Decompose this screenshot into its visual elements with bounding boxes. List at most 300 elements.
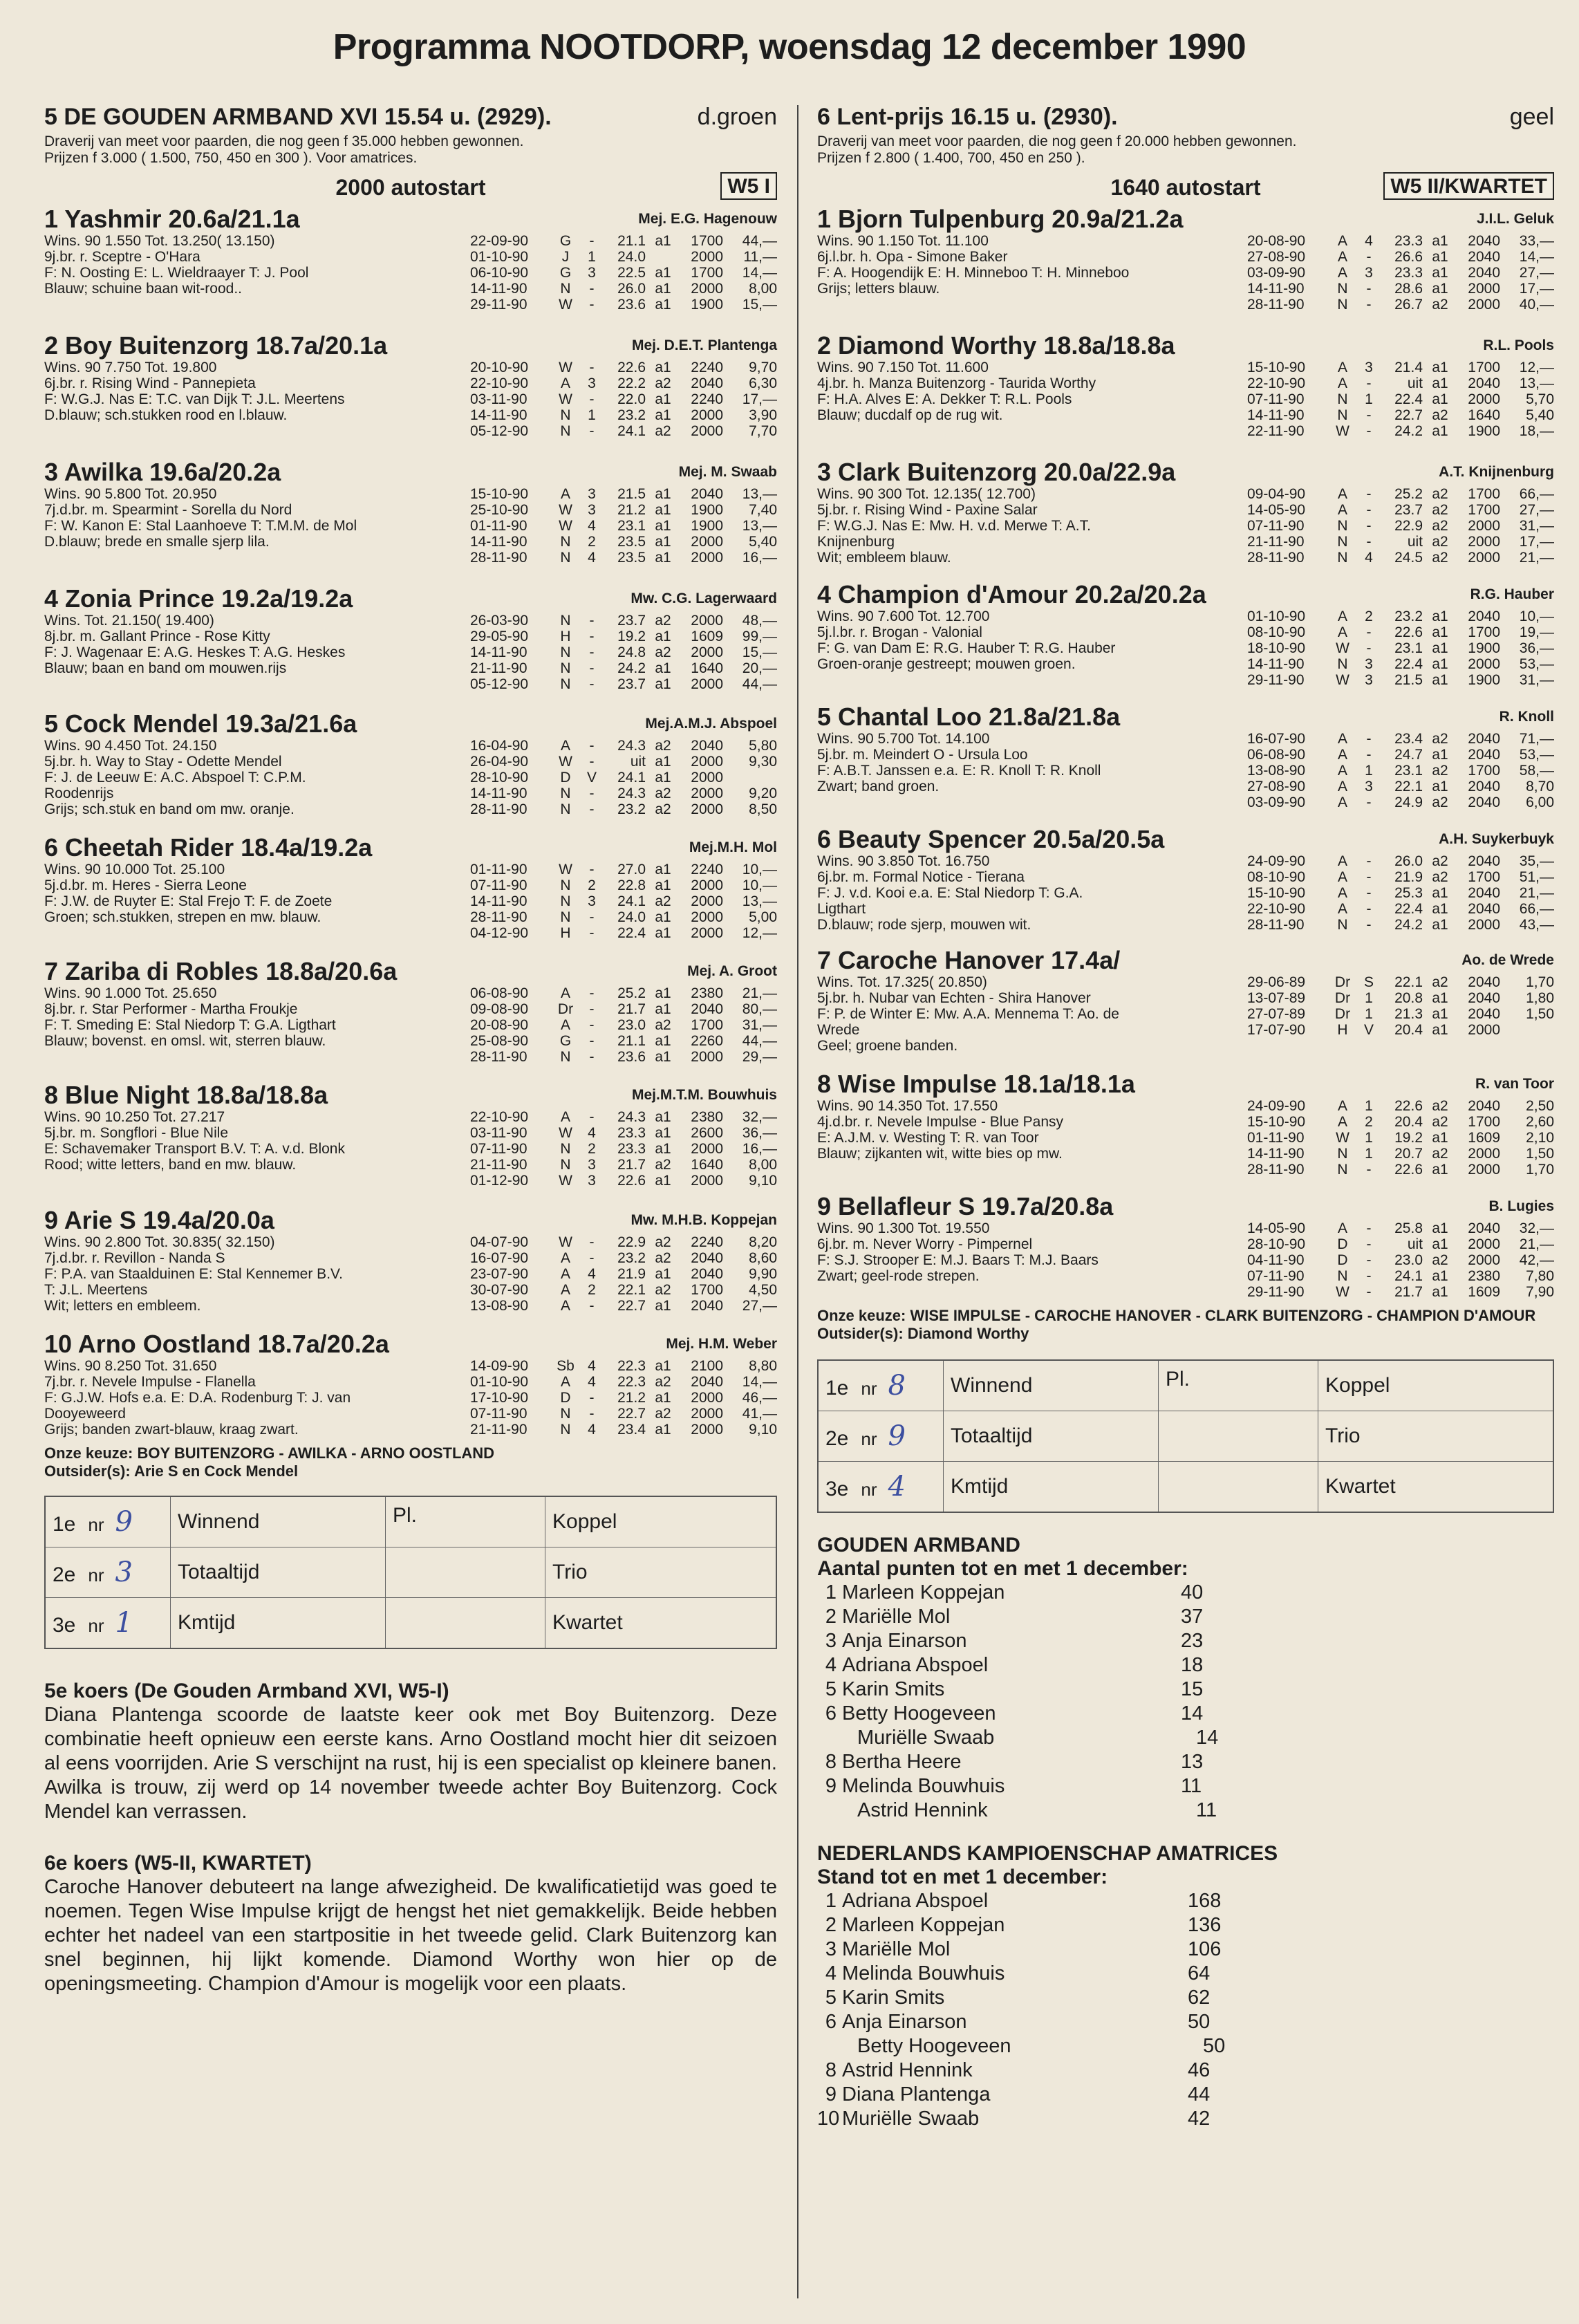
horse-info-line: Rood; witte letters, band en mw. blauw. — [44, 1157, 297, 1173]
result-cell: W — [559, 391, 572, 407]
result-cell: 32,— — [1519, 1220, 1554, 1236]
result-cell: 8,00 — [749, 281, 777, 297]
result-cell: A — [1337, 794, 1347, 810]
result-cell: 21-11-90 — [470, 660, 527, 676]
horse-info-line: Wins. 90 1.150 Tot. 11.100 — [817, 233, 989, 249]
horse-info-line: Grijs; sch.stuk en band om mw. oranje. — [44, 801, 295, 817]
result-row — [470, 1157, 777, 1173]
result-cell: 13-07-89 — [1247, 990, 1306, 1006]
horse-info-line: 5j.br. h. Nubar van Echten - Shira Hanover — [817, 990, 1091, 1006]
result-cell: - — [589, 1250, 595, 1266]
horse-results — [1247, 486, 1554, 566]
result-cell — [1500, 1022, 1554, 1038]
result-cell: 2100 — [691, 1358, 723, 1374]
result-cell: 19,— — [1519, 624, 1554, 640]
standing-row — [817, 1605, 1554, 1629]
result-cell: A — [1337, 1220, 1347, 1236]
result-cell: 1900 — [691, 518, 723, 534]
result-cell: 2000 — [1468, 1236, 1500, 1252]
horse-info-line: Knijnenburg — [817, 534, 895, 550]
result-cell: 13,— — [742, 893, 777, 909]
result-cell: 2040 — [1468, 901, 1500, 917]
horse-details — [44, 233, 777, 313]
result-cell: 8,70 — [1526, 779, 1554, 794]
result-row — [1247, 869, 1554, 885]
result-cell: A — [1337, 731, 1347, 747]
race-6-horse-list — [817, 205, 1554, 1300]
horse-entry — [817, 458, 1554, 566]
result-cell: a1 — [1432, 917, 1448, 933]
result-cell: 23.2 — [617, 801, 646, 817]
standing-points: 46 — [1188, 2059, 1211, 2081]
result-cell: 23.6 — [617, 297, 646, 313]
result-cell: 24.9 — [1394, 794, 1423, 810]
result-cell: 29-11-90 — [1247, 672, 1305, 688]
horse-name: 9 Bellafleur S 19.7a/20.8a — [817, 1192, 1114, 1220]
result-cell: 05-12-90 — [470, 676, 529, 692]
horse-details — [817, 233, 1554, 313]
horse-info-line: Ligthart — [817, 901, 866, 917]
result-cell: a1 — [1432, 1284, 1448, 1300]
race-5-start-type: 2000 autostart — [335, 175, 486, 200]
result-cell: N — [560, 676, 571, 692]
result-row — [1247, 1236, 1554, 1252]
result-cell: 9,10 — [749, 1422, 777, 1438]
result-cell: N — [1337, 297, 1348, 313]
result-row — [1247, 1268, 1554, 1284]
result-cell: 28-11-90 — [1247, 917, 1305, 933]
bet-combo: Trio — [1318, 1411, 1554, 1462]
result-cell: 25.8 — [1394, 1220, 1423, 1236]
horse-info-line: F: W.G.J. Nas E: Mw. H. v.d. Merwe T: A.T. — [817, 518, 1091, 534]
result-cell: 44,— — [742, 676, 777, 692]
result-cell: 1700 — [1468, 502, 1500, 518]
horse-info-line: F: A. Hoogendijk E: H. Minneboo T: H. Minneboo — [817, 265, 1130, 281]
result-cell: 9,10 — [749, 1173, 777, 1189]
horse-entry — [817, 581, 1554, 688]
result-cell: a1 — [1432, 608, 1448, 624]
result-cell: 4 — [588, 518, 596, 534]
result-cell: 2380 — [691, 985, 723, 1001]
result-cell: a1 — [1432, 1268, 1448, 1284]
result-cell: 2000 — [691, 1406, 723, 1422]
result-cell: 1700 — [1468, 624, 1500, 640]
result-cell: 22.6 — [1394, 1162, 1423, 1178]
horse-info-line: Wit; letters en embleem. — [44, 1298, 201, 1314]
result-cell: 4 — [588, 1266, 596, 1282]
result-cell: A — [560, 486, 570, 502]
result-cell: A — [1337, 853, 1347, 869]
horse-name: 7 Zariba di Robles 18.8a/20.6a — [44, 957, 398, 985]
result-row — [1247, 974, 1554, 990]
result-cell: 09-04-90 — [1247, 486, 1306, 502]
result-cell: 3 — [1365, 360, 1373, 375]
result-cell: a1 — [655, 676, 671, 692]
result-cell: W — [559, 297, 572, 313]
result-cell: 07-11-90 — [1247, 1268, 1305, 1284]
result-row — [1247, 281, 1554, 297]
result-row — [470, 534, 777, 550]
standing-rank: 9 — [825, 2083, 837, 2105]
result-row — [470, 644, 777, 660]
result-cell: 06-08-90 — [470, 985, 529, 1001]
result-cell: 21,— — [1519, 885, 1554, 901]
horse-info-line: 7j.d.br. m. Spearmint - Sorella du Nord — [44, 502, 292, 518]
horse-info-line: Groen-oranje gestreept; mouwen groen. — [817, 656, 1076, 672]
result-cell: 2240 — [691, 1234, 723, 1250]
result-cell: - — [589, 738, 595, 754]
result-cell: a1 — [655, 770, 671, 785]
horse-info-line: F: H.A. Alves E: A. Dekker T: R.L. Pools — [817, 391, 1072, 407]
nk-list — [817, 1889, 1554, 2131]
result-cell: 21-11-90 — [470, 1422, 527, 1438]
horse-info-line: Wins. 90 7.150 Tot. 11.600 — [817, 360, 989, 375]
result-cell: 3 — [1365, 672, 1373, 688]
result-cell: 24.2 — [1394, 423, 1423, 439]
result-cell: uit — [630, 754, 646, 770]
horse-details — [817, 360, 1554, 439]
horse-name: 3 Clark Buitenzorg 20.0a/22.9a — [817, 458, 1176, 486]
result-cell: - — [1366, 518, 1372, 534]
horse-info-line: Grijs; banden zwart-blauw, kraag zwart. — [44, 1422, 299, 1438]
standing-name: Anja Einarson — [842, 2011, 967, 2033]
standing-rank: 8 — [825, 2059, 837, 2081]
horse-info-line: F: J. Wagenaar E: A.G. Heskes T: A.G. Heskes — [44, 644, 346, 660]
result-row — [1247, 1146, 1554, 1162]
result-cell: a1 — [1432, 281, 1448, 297]
result-row — [470, 1390, 777, 1406]
horse-results — [1247, 233, 1554, 313]
race-6-conditions: Draverij van meet voor paarden, die nog geen f 20.000 hebben gewonnen. — [817, 133, 1297, 149]
result-cell: 1900 — [691, 297, 723, 313]
horse-entry — [44, 710, 777, 817]
result-cell: 36,— — [742, 1125, 777, 1141]
horse-info — [817, 853, 1204, 933]
result-cell: 5,70 — [1526, 391, 1554, 407]
result-row — [1247, 608, 1554, 624]
result-cell: 5,00 — [749, 909, 777, 925]
result-cell: 8,80 — [749, 1358, 777, 1374]
handwritten-number: 9 — [888, 1420, 906, 1452]
result-cell: 24.3 — [617, 738, 646, 754]
result-cell: N — [560, 613, 571, 629]
result-cell: 2000 — [691, 676, 723, 692]
result-row — [470, 233, 777, 249]
standing-name: Astrid Hennink — [857, 1799, 988, 1821]
standing-rank: 6 — [825, 2011, 837, 2033]
result-cell: A — [560, 1298, 570, 1314]
result-cell: 21.7 — [617, 1001, 646, 1017]
result-cell: 2000 — [1468, 917, 1500, 933]
horse-details — [817, 974, 1554, 1054]
result-cell: - — [589, 297, 595, 313]
horse-driver: Mej.M.T.M. Bouwhuis — [632, 1087, 777, 1103]
result-cell: 13,— — [742, 518, 777, 534]
result-cell: a1 — [1432, 1162, 1448, 1178]
result-cell: 17,— — [742, 391, 777, 407]
horse-details — [44, 1234, 777, 1314]
race-5-class-badge: W5 I — [720, 172, 777, 200]
result-cell: A — [560, 1282, 570, 1298]
result-cell: 28-11-90 — [470, 1049, 527, 1065]
race-5-outsiders: Outsider(s): Arie S en Cock Mendel — [44, 1462, 299, 1480]
result-cell: 40,— — [1519, 297, 1554, 313]
result-row — [470, 925, 777, 941]
result-cell: - — [1366, 794, 1372, 810]
standing-points: 106 — [1188, 1938, 1222, 1960]
result-cell: a1 — [1432, 423, 1448, 439]
result-cell: - — [1366, 917, 1372, 933]
horse-info-line: Blauw; baan en band om mouwen.rijs — [44, 660, 287, 676]
result-cell: 24.0 — [617, 249, 646, 265]
result-cell: a2 — [655, 1250, 671, 1266]
result-cell: a2 — [1432, 1114, 1448, 1130]
horse-info-line: E: Schavemaker Transport B.V. T: A. v.d. Blonk — [44, 1141, 345, 1157]
horse-info — [44, 233, 431, 313]
result-cell: 25-10-90 — [470, 502, 529, 518]
bet-position — [818, 1411, 944, 1462]
result-cell: 14-09-90 — [470, 1358, 529, 1374]
bet-row — [818, 1462, 1553, 1513]
result-cell: 24-09-90 — [1247, 853, 1306, 869]
result-cell: 26.0 — [1394, 853, 1423, 869]
result-cell: 3 — [588, 375, 596, 391]
result-cell: 2000 — [1468, 1146, 1500, 1162]
result-cell: - — [589, 754, 595, 770]
result-cell: A — [1337, 265, 1347, 281]
horse-info-line: Roodenrijs — [44, 785, 114, 801]
horse-driver: R. Knoll — [1499, 709, 1554, 725]
horse-driver: R.G. Hauber — [1470, 586, 1554, 602]
result-cell: a2 — [1432, 518, 1448, 534]
result-cell: A — [560, 1109, 570, 1125]
result-cell: 2000 — [691, 1049, 723, 1065]
result-row — [470, 738, 777, 754]
result-cell: 2 — [1365, 1114, 1373, 1130]
result-cell: 2040 — [691, 486, 723, 502]
race-6-outsiders: Outsider(s): Diamond Worthy — [817, 1325, 1029, 1342]
result-row — [470, 1049, 777, 1065]
result-cell: - — [589, 985, 595, 1001]
horse-info-line: F: G. van Dam E: R.G. Hauber T: R.G. Hauber — [817, 640, 1116, 656]
result-cell: a2 — [1432, 853, 1448, 869]
result-cell: 27-08-90 — [1247, 779, 1306, 794]
result-cell: 23.2 — [617, 1250, 646, 1266]
result-cell: N — [1337, 391, 1348, 407]
result-row — [470, 550, 777, 566]
horse-details — [817, 853, 1554, 933]
result-cell: 3 — [588, 1173, 596, 1189]
result-row — [1247, 391, 1554, 407]
result-cell: - — [1366, 502, 1372, 518]
result-cell: 14,— — [1519, 249, 1554, 265]
horse-info — [817, 1220, 1204, 1300]
result-cell: 2380 — [1468, 1268, 1500, 1284]
result-row — [1247, 1098, 1554, 1114]
result-row — [470, 1234, 777, 1250]
horse-entry — [817, 826, 1554, 933]
standing-points: 50 — [1188, 2011, 1211, 2033]
result-cell: - — [1366, 486, 1372, 502]
result-row — [1247, 1252, 1554, 1268]
result-cell: 1 — [1365, 1130, 1373, 1146]
horse-info-line: Wins. 90 7.600 Tot. 12.700 — [817, 608, 990, 624]
result-cell: 01-10-90 — [470, 249, 529, 265]
horse-info — [44, 1234, 431, 1314]
standing-row — [817, 1937, 1554, 1962]
result-cell: a1 — [655, 1001, 671, 1017]
result-row — [470, 770, 777, 785]
result-cell: a1 — [655, 629, 671, 644]
result-cell: - — [589, 1017, 595, 1033]
horse-results — [470, 360, 777, 439]
result-cell: 2260 — [691, 1033, 723, 1049]
result-cell: 04-12-90 — [470, 925, 529, 941]
result-cell: N — [1337, 1162, 1348, 1178]
result-row — [1247, 502, 1554, 518]
horse-details — [44, 613, 777, 692]
result-cell: a1 — [1432, 391, 1448, 407]
result-cell: 2040 — [1468, 731, 1500, 747]
result-cell: 22.1 — [617, 1282, 646, 1298]
standing-points: 23 — [1181, 1630, 1204, 1652]
horse-results — [1247, 974, 1554, 1054]
result-cell: 26.0 — [617, 281, 646, 297]
result-cell: a1 — [1432, 1022, 1448, 1038]
horse-info — [44, 862, 431, 941]
result-cell: 2240 — [691, 360, 723, 375]
standing-points: 15 — [1181, 1678, 1204, 1700]
horse-entry — [44, 332, 777, 439]
result-row — [470, 1406, 777, 1422]
horse-info — [817, 360, 1204, 439]
race-5-color: d.groen — [697, 104, 777, 130]
result-cell: 20.8 — [1394, 990, 1423, 1006]
result-row — [470, 1298, 777, 1314]
standing-name: Bertha Heere — [842, 1751, 962, 1773]
horse-info-line: Wins. 90 1.300 Tot. 19.550 — [817, 1220, 990, 1236]
result-cell: N — [560, 1157, 571, 1173]
result-cell: A — [1337, 608, 1347, 624]
result-cell: 23.3 — [617, 1141, 646, 1157]
standing-points: 37 — [1181, 1606, 1204, 1628]
result-cell: 9,70 — [749, 360, 777, 375]
result-cell: a2 — [1432, 297, 1448, 313]
result-cell: - — [1366, 1236, 1372, 1252]
result-cell: a1 — [655, 534, 671, 550]
result-cell: A — [1337, 486, 1347, 502]
result-cell: N — [560, 785, 571, 801]
result-cell: a2 — [1432, 794, 1448, 810]
result-cell: 2000 — [691, 249, 723, 265]
result-cell: 13-08-90 — [1247, 763, 1306, 779]
result-row — [470, 1017, 777, 1033]
result-cell: N — [1337, 1268, 1348, 1284]
result-cell: 2000 — [691, 613, 723, 629]
horse-entry — [817, 1193, 1554, 1300]
result-row — [1247, 375, 1554, 391]
horse-details — [817, 1098, 1554, 1178]
horse-info-line: 6j.br. m. Formal Notice - Tierana — [817, 869, 1025, 885]
result-cell: 36,— — [1519, 640, 1554, 656]
horse-name: 8 Blue Night 18.8a/18.8a — [44, 1081, 328, 1109]
result-row — [470, 1001, 777, 1017]
result-cell: 22.1 — [1394, 974, 1423, 990]
result-cell: 3 — [588, 1157, 596, 1173]
standing-row — [817, 1798, 1554, 1823]
result-cell: 16-07-90 — [1247, 731, 1306, 747]
result-cell: 23-07-90 — [470, 1266, 529, 1282]
result-cell: 23.0 — [1394, 1252, 1423, 1268]
standing-name: Adriana Abspoel — [842, 1890, 989, 1912]
result-cell: N — [560, 534, 571, 550]
result-cell: G — [559, 265, 572, 281]
bet-place — [1159, 1462, 1318, 1513]
result-cell: a1 — [655, 550, 671, 566]
standing-rank: 4 — [825, 1962, 837, 1984]
race-5-comment: Diana Plantenga scoorde de laatste keer ook met Boy Buitenzorg. Deze combinatie heeft opnieuw een eerste kans. Arno Oostland mocht hier dit seizoen al eens voorrijden. Arie S verschijnt na rust, hij is een specialist op kleinere banen. Awilka is trouw, zij werd op 14 november tweede achter Boy Buitenzorg. Cock Mendel kan verrassen. — [44, 1704, 777, 1823]
result-cell: 14-11-90 — [470, 785, 527, 801]
result-cell: 14-11-90 — [1247, 1146, 1305, 1162]
result-row — [470, 502, 777, 518]
result-cell: 25.2 — [1394, 486, 1423, 502]
result-cell: 2040 — [1468, 1220, 1500, 1236]
horse-info — [817, 608, 1204, 688]
result-cell: - — [1366, 901, 1372, 917]
horse-info — [44, 738, 431, 817]
result-cell: 31,— — [1519, 518, 1554, 534]
horse-name: 4 Zonia Prince 19.2a/19.2a — [44, 584, 353, 613]
result-cell: 2040 — [1468, 1098, 1500, 1114]
standing-rank: 3 — [825, 1938, 837, 1960]
result-cell: 22.9 — [1394, 518, 1423, 534]
result-cell: a2 — [1432, 407, 1448, 423]
result-cell: G — [559, 1033, 572, 1049]
bet-type: Winnend — [944, 1360, 1159, 1411]
result-row — [470, 375, 777, 391]
result-cell: 5,40 — [749, 534, 777, 550]
result-row — [1247, 518, 1554, 534]
horse-info-line: 4j.d.br. r. Nevele Impulse - Blue Pansy — [817, 1114, 1064, 1130]
result-row — [1247, 763, 1554, 779]
result-row — [470, 1109, 777, 1125]
result-cell: 7,90 — [1526, 1284, 1554, 1300]
horse-driver: Mej.M.H. Mol — [689, 839, 777, 855]
horse-info-line: 7j.br. r. Nevele Impulse - Flanella — [44, 1374, 256, 1390]
result-cell: 4,50 — [749, 1282, 777, 1298]
result-cell: 22-10-90 — [1247, 901, 1306, 917]
result-cell: a2 — [655, 375, 671, 391]
result-cell: 23.3 — [1394, 265, 1423, 281]
horse-results — [470, 985, 777, 1065]
result-cell: 23.7 — [617, 676, 646, 692]
result-cell: 1900 — [1468, 640, 1500, 656]
result-cell: a1 — [655, 233, 671, 249]
standing-rank: 9 — [825, 1775, 837, 1797]
result-cell: 21.7 — [1394, 1284, 1423, 1300]
result-cell: 1900 — [1468, 672, 1500, 688]
bet-type: Kmtijd — [944, 1462, 1159, 1513]
result-cell: 7,40 — [749, 502, 777, 518]
result-cell: 42,— — [1519, 1252, 1554, 1268]
result-cell: 3 — [588, 486, 596, 502]
nr-label: nr — [88, 1565, 104, 1586]
result-cell: - — [589, 233, 595, 249]
result-cell: 22-10-90 — [470, 1109, 529, 1125]
result-cell: 2000 — [691, 893, 723, 909]
result-cell: 2000 — [691, 550, 723, 566]
horse-details — [817, 1220, 1554, 1300]
